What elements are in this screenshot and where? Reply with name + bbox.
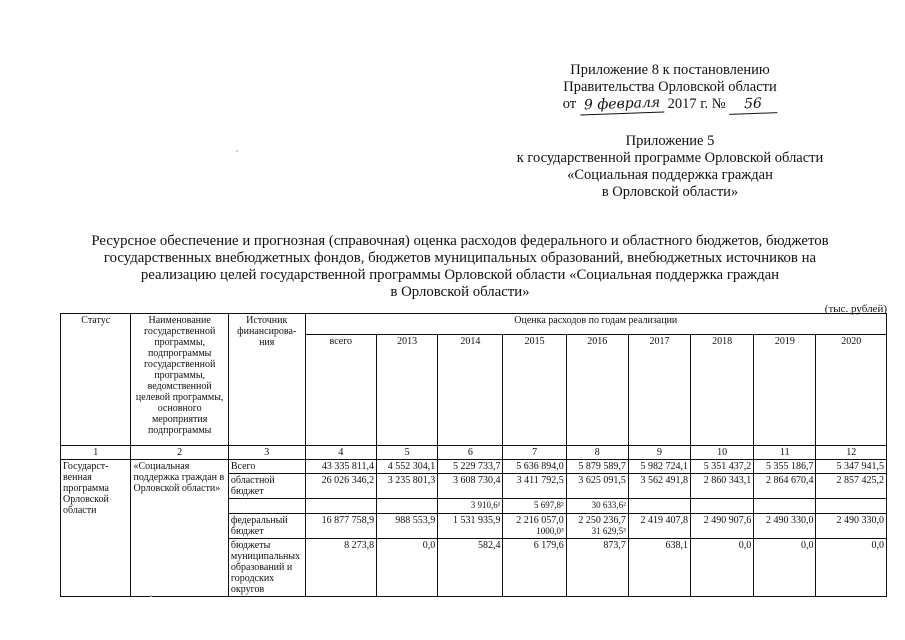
- value-cell: 2 490 907,6: [691, 514, 754, 539]
- document-title: [60, 233, 860, 301]
- handwritten-date: 9 февраля: [579, 95, 664, 116]
- value-cell: [503, 514, 566, 539]
- value-cell: 1 531 935,9: [438, 514, 503, 539]
- value-cell: 8 273,8: [305, 539, 377, 597]
- th-total: всего: [305, 335, 377, 446]
- value-cell: 2 419 407,8: [628, 514, 690, 539]
- header2-line1: Приложение 5: [625, 133, 715, 149]
- header1-line1: Приложение 8 к постановлению: [570, 62, 770, 78]
- source-cell: Всего: [228, 460, 305, 474]
- table-header-row-1: [61, 314, 887, 335]
- source-cell: бюджеты муниципальных образований и городских округов: [228, 539, 305, 597]
- col-number: 8: [566, 446, 628, 460]
- value-cell: 5 879 589,7: [566, 460, 628, 474]
- header-appendix-8: [540, 62, 800, 114]
- scan-speck: [236, 150, 238, 152]
- col-number: 3: [228, 446, 305, 460]
- th-year: 2020: [816, 335, 887, 446]
- value-cell: 3 910,6¹: [438, 499, 503, 514]
- col-number: 1: [61, 446, 131, 460]
- th-year: 2014: [438, 335, 503, 446]
- value-cell: 988 553,9: [377, 514, 438, 539]
- value-cell: 2 860 343,1: [691, 474, 754, 499]
- value-cell: 0,0: [691, 539, 754, 597]
- value-cell: 0,0: [754, 539, 816, 597]
- value-main: 2 250 236,7: [578, 515, 626, 526]
- value-cell: 3 625 091,5: [566, 474, 628, 499]
- value-cell: 3 608 730,4: [438, 474, 503, 499]
- col-number: 11: [754, 446, 816, 460]
- numbering-row: [61, 446, 887, 460]
- source-cell: федеральный бюджет: [228, 514, 305, 539]
- source-cell: областной бюджет: [228, 474, 305, 499]
- col-number: 9: [628, 446, 690, 460]
- units-label: (тыс. рублей): [824, 303, 887, 315]
- header2-line3: «Социальная поддержка граждан: [567, 167, 773, 183]
- value-cell: 873,7: [566, 539, 628, 597]
- status-cell: Государст-венная программа Орловской области: [61, 460, 131, 597]
- th-year: 2016: [566, 335, 628, 446]
- th-year: 2015: [503, 335, 566, 446]
- table-row: [61, 460, 887, 474]
- th-status: Статус: [61, 314, 131, 446]
- value-cell: [566, 514, 628, 539]
- value-cell: 3 562 491,8: [628, 474, 690, 499]
- value-cell: 4 552 304,1: [377, 460, 438, 474]
- header2-line4: в Орловской области»: [601, 184, 739, 200]
- value-cell: 5 982 724,1: [628, 460, 690, 474]
- value-cell: 2 857 425,2: [816, 474, 887, 499]
- value-cell: 2 490 330,0: [816, 514, 887, 539]
- header1-date-line: [540, 96, 800, 114]
- value-cell: 16 877 758,9: [305, 514, 377, 539]
- value-cell: [377, 499, 438, 514]
- th-year: 2018: [691, 335, 754, 446]
- value-cell: [754, 499, 816, 514]
- value-cell: 5 355 186,7: [754, 460, 816, 474]
- value-cell: 30 633,6²: [566, 499, 628, 514]
- col-number: 7: [503, 446, 566, 460]
- value-cell: 0,0: [377, 539, 438, 597]
- header-appendix-5: [495, 133, 845, 201]
- handwritten-number: 56: [729, 95, 778, 115]
- th-name: Наименование государственной программы, подпрограммы государственной программы, ведомственной целевой программы, основного мероприятия подпрограммы: [131, 314, 228, 446]
- date-prefix: от: [562, 96, 577, 112]
- value-footnote: 31 629,5³: [591, 526, 626, 536]
- th-year: 2013: [377, 335, 438, 446]
- col-number: 4: [305, 446, 377, 460]
- value-cell: 5 229 733,7: [438, 460, 503, 474]
- value-cell: 3 411 792,5: [503, 474, 566, 499]
- value-cell: 6 179,6: [503, 539, 566, 597]
- date-mid: 2017 г. №: [667, 96, 726, 112]
- title-line1: Ресурсное обеспечение и прогнозная (справочная) оценка расходов федерального и областного бюджетов, бюджетов: [91, 233, 829, 249]
- col-number: 2: [131, 446, 228, 460]
- th-year: 2019: [754, 335, 816, 446]
- th-year: 2017: [628, 335, 690, 446]
- header2-line2: к государственной программе Орловской области: [516, 150, 824, 166]
- value-cell: 2 490 330,0: [754, 514, 816, 539]
- header1-line2: Правительства Орловской области: [563, 79, 777, 95]
- col-number: 10: [691, 446, 754, 460]
- value-main: 2 216 057,0: [516, 515, 564, 526]
- value-cell: 2 864 670,4: [754, 474, 816, 499]
- value-cell: 3 235 801,3: [377, 474, 438, 499]
- value-footnote: 1000,0³: [536, 526, 564, 536]
- value-cell: [816, 499, 887, 514]
- col-number: 6: [438, 446, 503, 460]
- th-source: Источник финансирова-ния: [228, 314, 305, 446]
- value-cell: 638,1: [628, 539, 690, 597]
- title-line3: реализацию целей государственной программы Орловской области «Социальная поддержка граждан: [140, 267, 780, 283]
- value-cell: 5 351 437,2: [691, 460, 754, 474]
- col-number: 5: [377, 446, 438, 460]
- value-cell: 5 347 941,5: [816, 460, 887, 474]
- value-cell: 43 335 811,4: [305, 460, 377, 474]
- title-line2: государственных внебюджетных фондов, бюджетов муниципальных образований, внебюджетных источников на: [103, 250, 817, 266]
- budget-table: [60, 313, 887, 597]
- value-cell: 26 026 346,2: [305, 474, 377, 499]
- value-cell: [305, 499, 377, 514]
- th-estimate: Оценка расходов по годам реализации: [305, 314, 886, 335]
- col-number: 12: [816, 446, 887, 460]
- program-name-cell: «Социальная поддержка граждан в Орловской области»: [131, 460, 228, 597]
- value-cell: 5 636 894,0: [503, 460, 566, 474]
- value-cell: [628, 499, 690, 514]
- value-cell: [691, 499, 754, 514]
- value-cell: 582,4: [438, 539, 503, 597]
- source-cell: [228, 499, 305, 514]
- scan-speck: [150, 595, 152, 597]
- value-cell: 0,0: [816, 539, 887, 597]
- title-line4: в Орловской области»: [390, 284, 530, 300]
- value-cell: 5 697,8²: [503, 499, 566, 514]
